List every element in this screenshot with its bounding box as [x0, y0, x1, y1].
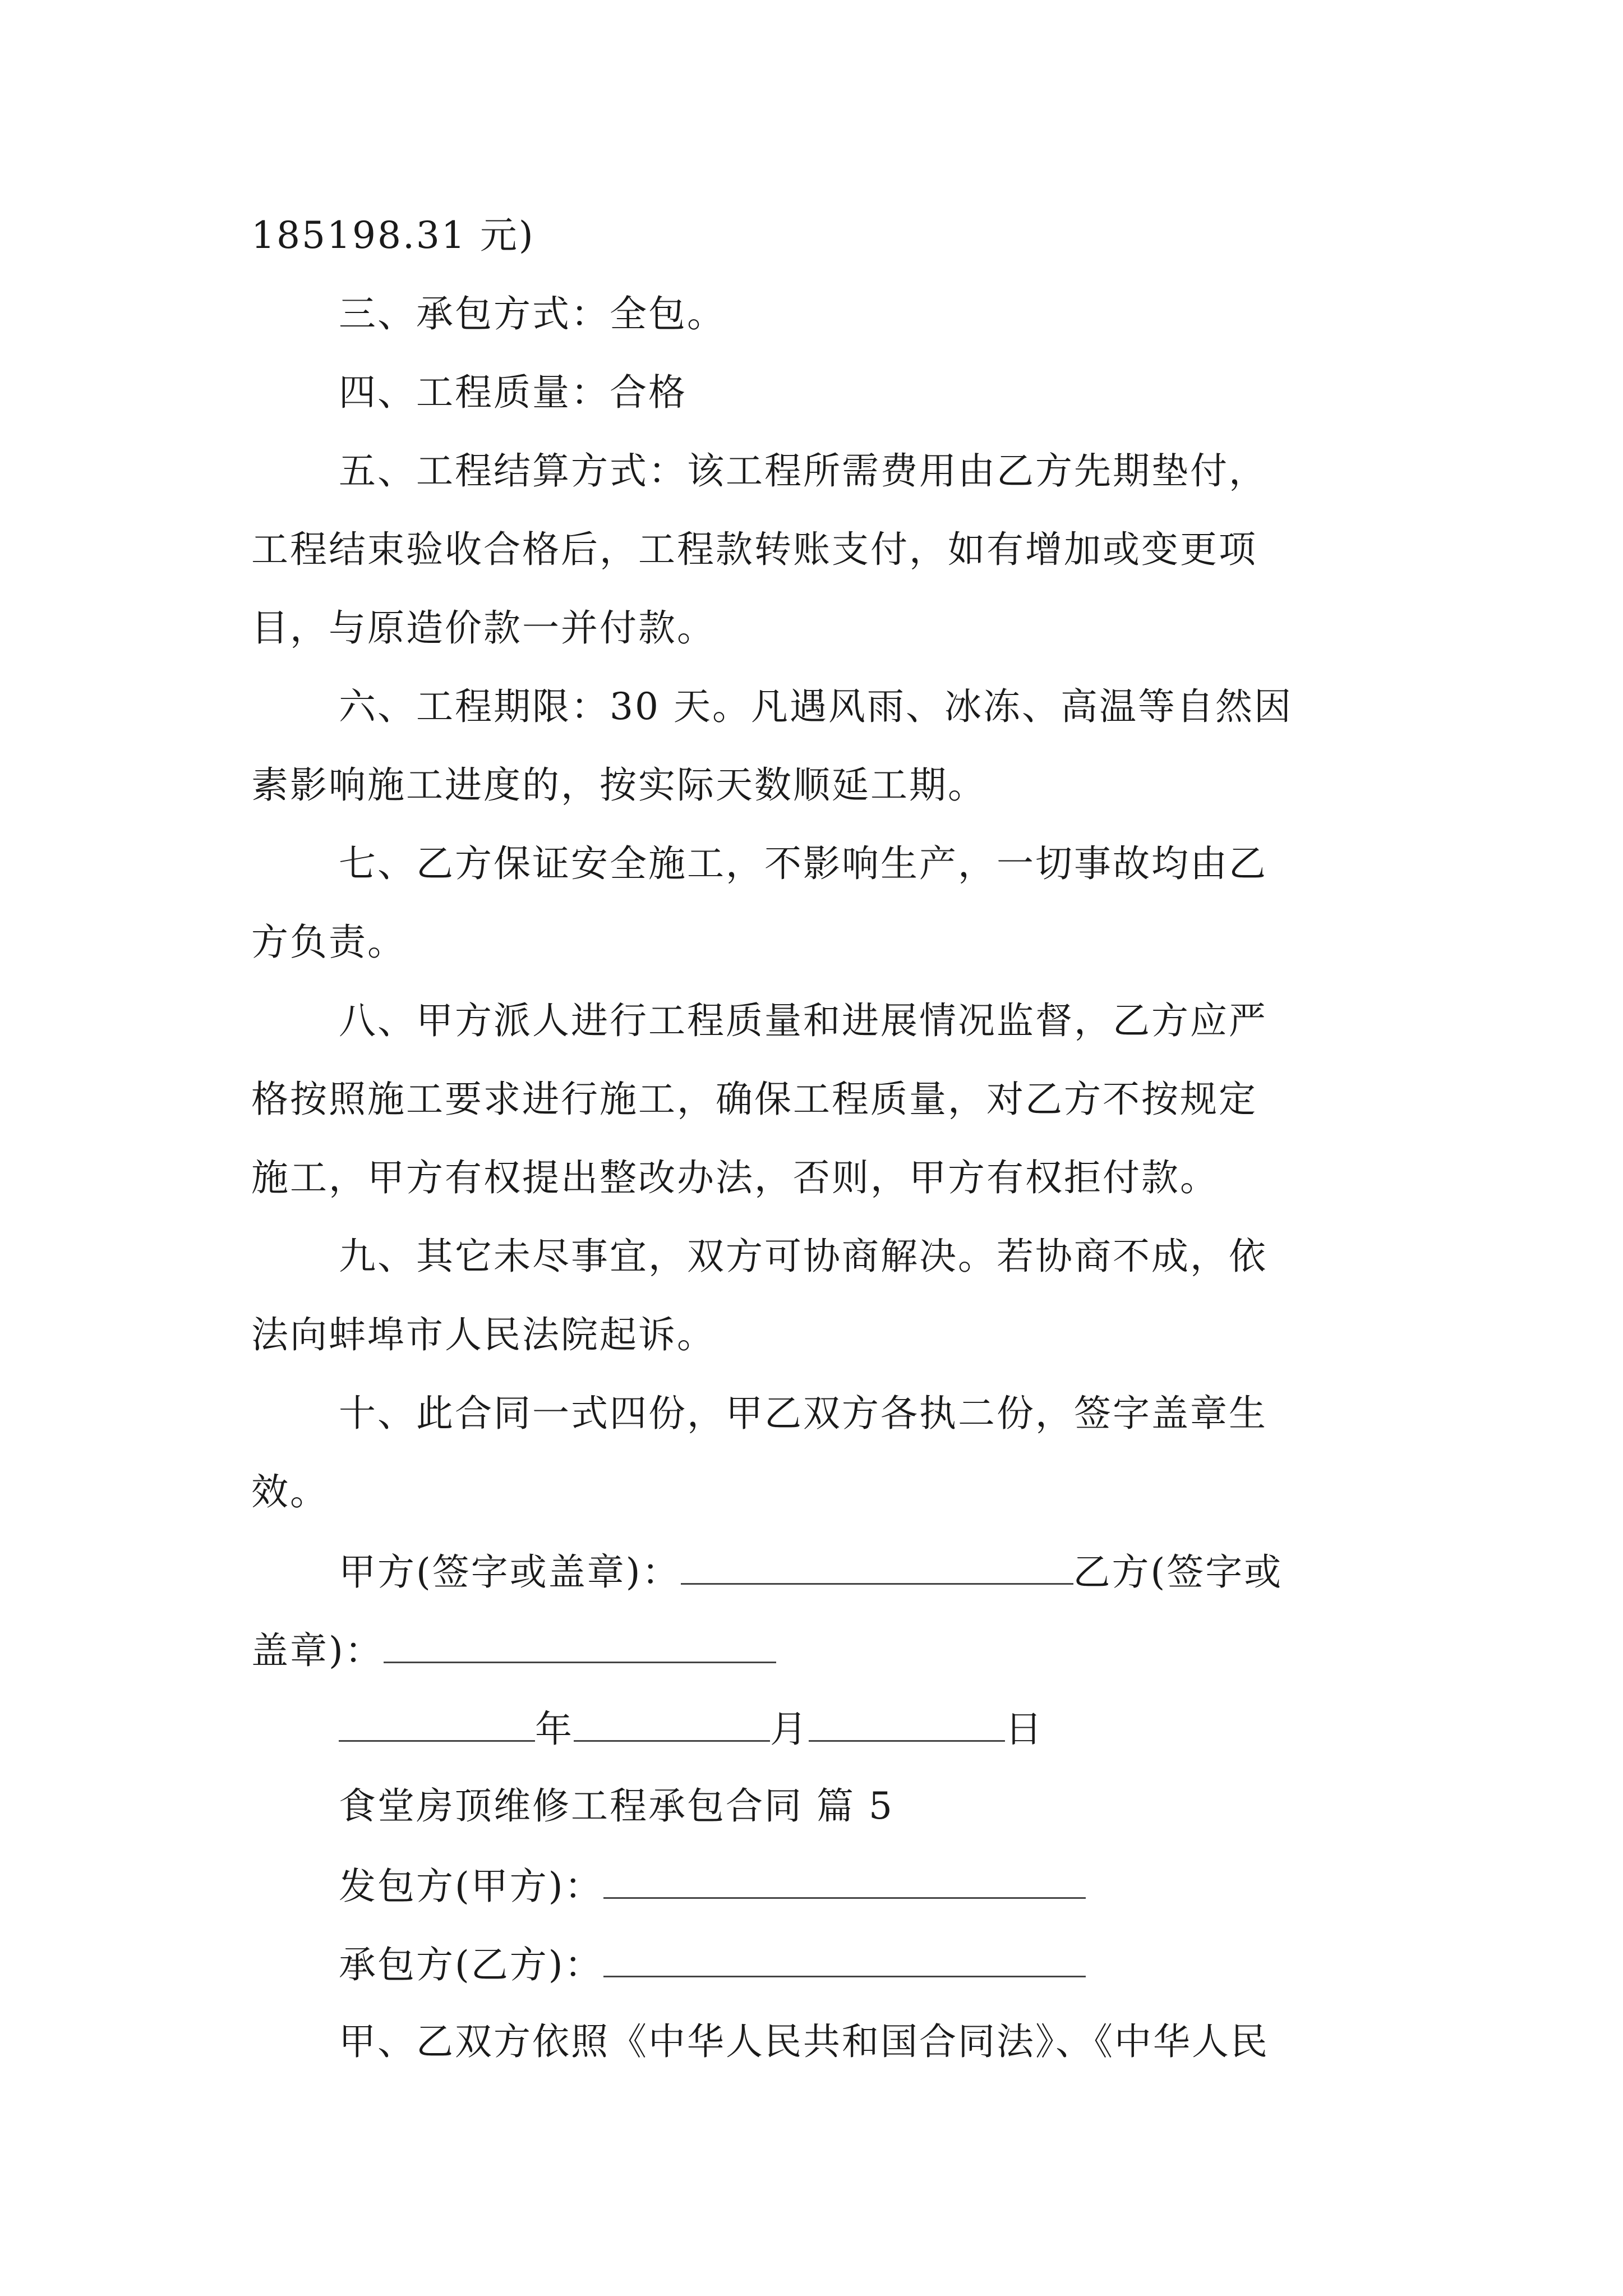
- clause-3: 三、承包方式：全包。: [339, 292, 726, 335]
- party-a-signature-blank[interactable]: [681, 1548, 1073, 1585]
- contractor-line: [339, 1941, 1086, 1987]
- contractor-blank[interactable]: [603, 1941, 1086, 1977]
- signature-line: [339, 1548, 1283, 1595]
- intro-line: 甲、乙双方依照《中华人民共和国合同法》、《中华人民: [339, 2020, 1269, 2063]
- day-label: 日: [1005, 1708, 1044, 1751]
- clause-9-line-1: 九、其它未尽事宜，双方可协商解决。若协商不成，依: [339, 1235, 1267, 1278]
- year-label: 年: [535, 1708, 574, 1751]
- party-a-label: 甲方(签字或盖章)：: [339, 1550, 681, 1594]
- year-blank[interactable]: [339, 1705, 535, 1742]
- clause-7-line-1: 七、乙方保证安全施工，不影响生产，一切事故均由乙: [339, 842, 1267, 885]
- text-line: 185198.31 元): [251, 214, 535, 257]
- party-b-label: 乙方(签字或: [1073, 1550, 1283, 1594]
- date-line: [339, 1705, 1044, 1752]
- clause-9-line-2: 法向蚌埠市人民法院起诉。: [251, 1313, 716, 1356]
- clause-8-line-1: 八、甲方派人进行工程质量和进展情况监督，乙方应严: [339, 999, 1267, 1042]
- employer-line: [339, 1862, 1086, 1909]
- clause-5-line-2: 工程结束验收合格后，工程款转账支付，如有增加或变更项: [251, 528, 1257, 571]
- day-blank[interactable]: [809, 1705, 1005, 1742]
- signature-line-2: [251, 1627, 776, 1673]
- month-label: 月: [770, 1708, 809, 1751]
- clause-5-line-1: 五、工程结算方式：该工程所需费用由乙方先期垫付，: [339, 449, 1267, 493]
- month-blank[interactable]: [574, 1705, 770, 1742]
- contractor-label: 承包方(乙方)：: [339, 1943, 603, 1986]
- clause-6-line-1: 六、工程期限：30 天。凡遇风雨、冰冻、高温等自然因: [339, 685, 1293, 728]
- employer-blank[interactable]: [603, 1862, 1086, 1899]
- clause-7-line-2: 方负责。: [251, 921, 406, 964]
- clause-4: 四、工程质量：合格: [339, 371, 687, 414]
- employer-label: 发包方(甲方)：: [339, 1865, 603, 1908]
- clause-5-line-3: 目，与原造价款一并付款。: [251, 606, 716, 650]
- clause-10-line-1: 十、此合同一式四份，甲乙双方各执二份，签字盖章生: [339, 1392, 1267, 1435]
- party-b-label-cont: 盖章)：: [251, 1629, 384, 1672]
- clause-8-line-2: 格按照施工要求进行施工，确保工程质量，对乙方不按规定: [251, 1078, 1257, 1121]
- clause-10-line-2: 效。: [251, 1470, 329, 1513]
- party-b-signature-blank[interactable]: [384, 1627, 776, 1663]
- section-title: 食堂房顶维修工程承包合同 篇 5: [339, 1784, 894, 1828]
- clause-6-line-2: 素影响施工进度的，按实际天数顺延工期。: [251, 763, 986, 807]
- clause-8-line-3: 施工，甲方有权提出整改办法，否则，甲方有权拒付款。: [251, 1156, 1219, 1199]
